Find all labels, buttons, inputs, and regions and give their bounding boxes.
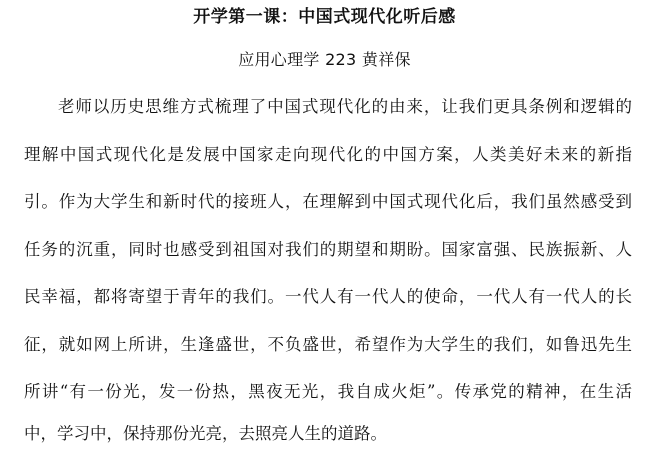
body-line: 征，就如网上所讲，生逢盛世，不负盛世，希望作为大学生的我们，如鲁迅先生 xyxy=(24,335,632,354)
document-title: 开学第一课：中国式现代化听后感 xyxy=(193,7,456,27)
body-line: 中，学习中，保持那份光亮，去照亮人生的道路。 xyxy=(24,424,387,443)
body-line: 任务的沉重，同时也感受到祖国对我们的期望和期盼。国家富强、民族振新、人 xyxy=(24,240,632,259)
body-line: 理解中国式现代化是发展中国家走向现代化的中国方案，人类美好未来的新指 xyxy=(24,145,632,164)
author-line: 应用心理学 223 黄祥保 xyxy=(238,50,411,69)
body-line: 民幸福，都将寄望于青年的我们。一代人有一代人的使命，一代人有一代人的长 xyxy=(24,287,632,306)
body-line: 引。作为大学生和新时代的接班人，在理解到中国式现代化后，我们虽然感受到 xyxy=(24,192,632,211)
body-line: 所讲“有一份光，发一份热，黑夜无光，我自成火炬”。传承党的精神，在生活 xyxy=(24,382,632,401)
body-line: 老师以历史思维方式梳理了中国式现代化的由来，让我们更具条例和逻辑的 xyxy=(58,97,632,116)
